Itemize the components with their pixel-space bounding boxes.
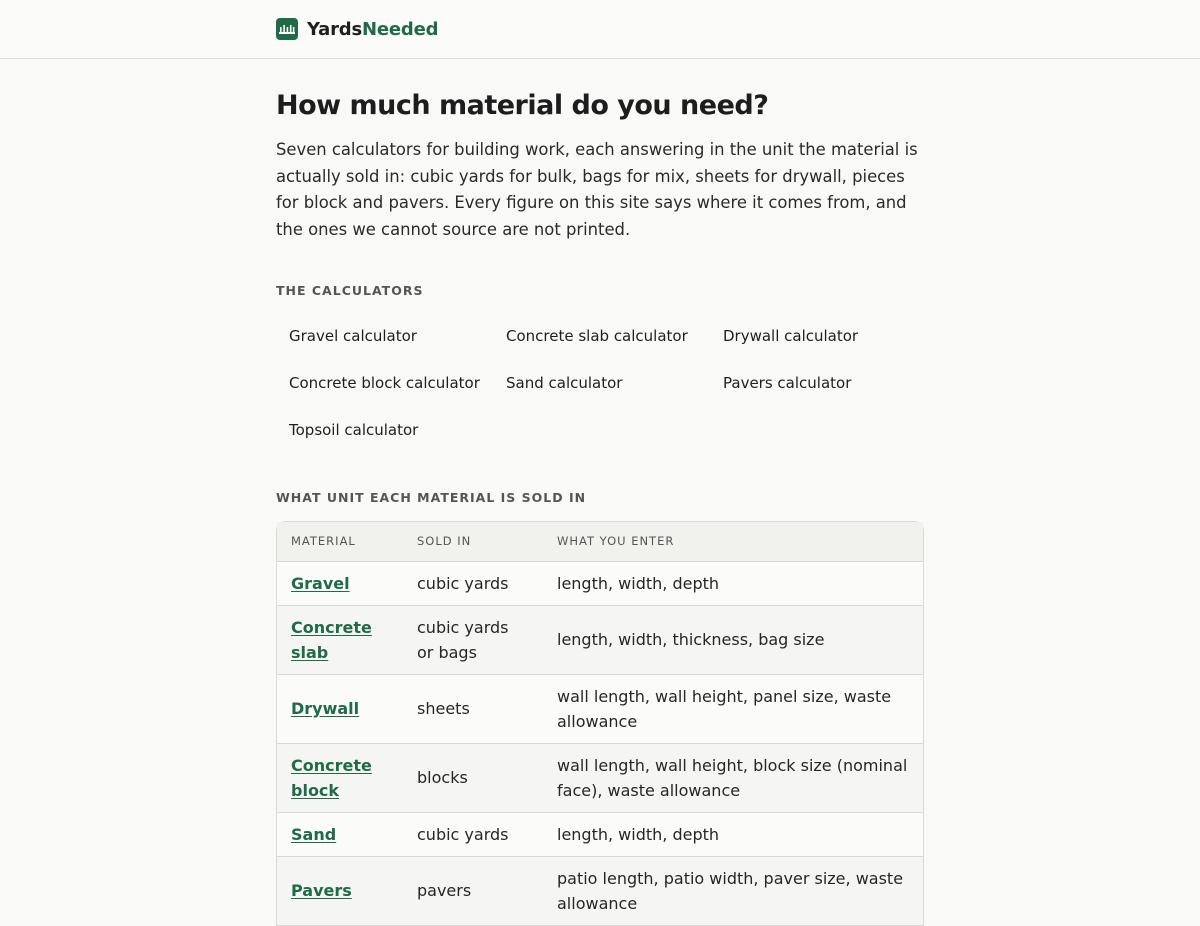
material-cell	[277, 561, 403, 605]
material-cell	[277, 812, 403, 856]
sold-in-cell: cubic yards	[403, 812, 543, 856]
concrete-block-calculator-link[interactable]: Concrete block calculator	[289, 374, 480, 392]
material-link-concrete-slab[interactable]: Concrete slab	[291, 617, 372, 662]
material-cell	[277, 743, 403, 812]
column-header-sold-in: SOLD IN	[403, 522, 543, 561]
page-title: How much material do you need?	[276, 90, 769, 121]
drywall-calculator-link[interactable]: Drywall calculator	[723, 327, 859, 345]
table-row	[277, 605, 923, 674]
inputs-cell: length, width, thickness, bag size	[543, 605, 923, 674]
material-link-drywall[interactable]: Drywall	[291, 699, 360, 718]
sold-in-cell: cubic yards	[403, 561, 543, 605]
material-cell	[277, 856, 403, 925]
calculators-section	[276, 283, 924, 458]
sold-in-cell: sheets	[403, 674, 543, 743]
sold-in-cell: blocks	[403, 743, 543, 812]
units-table-wrapper	[276, 521, 924, 926]
units-section	[276, 490, 924, 926]
topsoil-calculator-link[interactable]: Topsoil calculator	[289, 421, 419, 439]
material-cell	[277, 605, 403, 674]
inputs-cell: length, width, depth	[543, 812, 923, 856]
calculators-heading: THE CALCULATORS	[276, 283, 424, 298]
sold-in-cell: pavers	[403, 856, 543, 925]
gravel-calculator-link[interactable]: Gravel calculator	[289, 327, 417, 345]
logo-text-yards: Yards	[307, 18, 363, 40]
units-table	[277, 522, 923, 926]
inputs-cell: wall length, wall height, panel size, waste allowance	[543, 674, 923, 743]
sand-calculator-link[interactable]: Sand calculator	[506, 374, 623, 392]
concrete-slab-calculator-link[interactable]: Concrete slab calculator	[506, 327, 688, 345]
intro-paragraph: Seven calculators for building work, each answering in the unit the material is actually sold in: cubic yards for bulk, bags for mix, sheets for drywall, pieces for block and pavers. Every figure on this site says where it comes from, and the ones we cannot source are not printed.	[276, 140, 918, 239]
main-content	[276, 89, 924, 926]
pavers-calculator-link[interactable]: Pavers calculator	[723, 374, 852, 392]
column-header-material: MATERIAL	[277, 522, 403, 561]
table-row	[277, 561, 923, 605]
material-link-gravel[interactable]: Gravel	[291, 573, 350, 593]
inputs-cell: patio length, patio width, paver size, waste allowance	[543, 856, 923, 925]
material-link-concrete-block[interactable]: Concrete block	[291, 755, 372, 800]
column-header-what-you-enter: WHAT YOU ENTER	[543, 522, 923, 561]
sold-in-cell: cubic yards or bags	[403, 605, 543, 674]
ruler-icon[interactable]	[276, 18, 298, 40]
table-row	[277, 856, 923, 925]
header-inner	[276, 0, 924, 58]
table-row	[277, 743, 923, 812]
table-row	[277, 674, 923, 743]
table-row	[277, 812, 923, 856]
table-header-row	[277, 522, 923, 561]
material-link-pavers[interactable]: Pavers	[291, 881, 352, 900]
material-cell	[277, 674, 403, 743]
site-header	[0, 0, 1200, 59]
inputs-cell: length, width, depth	[543, 561, 923, 605]
inputs-cell: wall length, wall height, block size (nominal face), waste allowance	[543, 743, 923, 812]
material-link-sand[interactable]: Sand	[291, 824, 337, 844]
units-heading: WHAT UNIT EACH MATERIAL IS SOLD IN	[276, 490, 587, 505]
calculator-grid	[276, 317, 924, 458]
logo-text-needed: Needed	[362, 18, 439, 40]
site-logo[interactable]	[307, 19, 438, 40]
